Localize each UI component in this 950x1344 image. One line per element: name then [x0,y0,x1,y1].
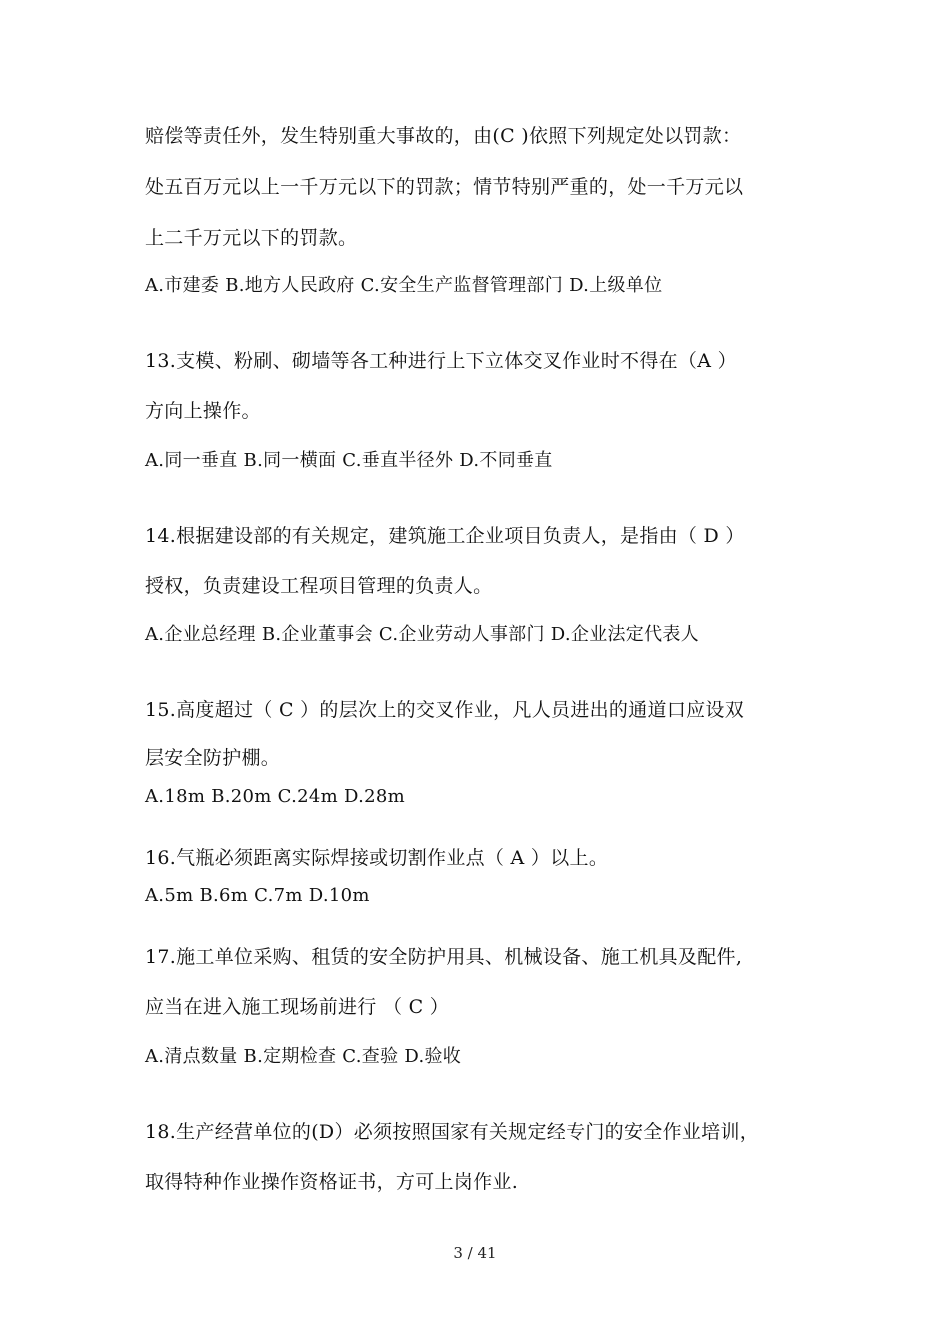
question-16-options: A.5m B.6m C.7m D.10m [145,885,370,906]
question-14-line-1: 14.根据建设部的有关规定，建筑施工企业项目负责人，是指由（ D ） [145,525,745,547]
question-18-line-1: 18.生产经营单位的(D）必须按照国家有关规定经专门的安全作业培训， [145,1121,760,1143]
question-15-line-2: 层安全防护棚。 [145,747,281,769]
intro-line-2: 处五百万元以上一千万元以下的罚款；情节特别严重的，处一千万元以 [145,176,744,198]
question-14-options: A.企业总经理 B.企业董事会 C.企业劳动人事部门 D.企业法定代表人 [145,624,699,645]
page-number: 3 / 41 [453,1244,497,1262]
question-17-line-1: 17.施工单位采购、租赁的安全防护用具、机械设备、施工机具及配件, [145,946,743,968]
intro-line-1: 赔偿等责任外，发生特别重大事故的，由(C )依照下列规定处以罚款： [145,125,742,147]
question-15-line-1: 15.高度超过（ C ）的层次上的交叉作业，凡人员进出的通道口应设双 [145,699,745,721]
intro-options: A.市建委 B.地方人民政府 C.安全生产监督管理部门 D.上级单位 [145,275,663,296]
question-13-options: A.同一垂直 B.同一横面 C.垂直半径外 D.不同垂直 [145,450,553,471]
question-15-options: A.18m B.20m C.24m D.28m [145,786,405,807]
question-13-line-2: 方向上操作。 [145,400,261,422]
intro-line-3: 上二千万元以下的罚款。 [145,227,358,249]
question-18-line-2: 取得特种作业操作资格证书，方可上岗作业. [145,1171,519,1193]
question-17-options: A.清点数量 B.定期检查 C.查验 D.验收 [145,1046,462,1067]
question-13-line-1: 13.支模、粉刷、砌墙等各工种进行上下立体交叉作业时不得在（A ） [145,350,737,372]
question-16-line-1: 16.气瓶必须距离实际焊接或切割作业点（ A ）以上。 [145,847,609,869]
question-14-line-2: 授权，负责建设工程项目管理的负责人。 [145,575,493,597]
question-17-line-2: 应当在进入施工现场前进行 （ C ） [145,996,450,1018]
